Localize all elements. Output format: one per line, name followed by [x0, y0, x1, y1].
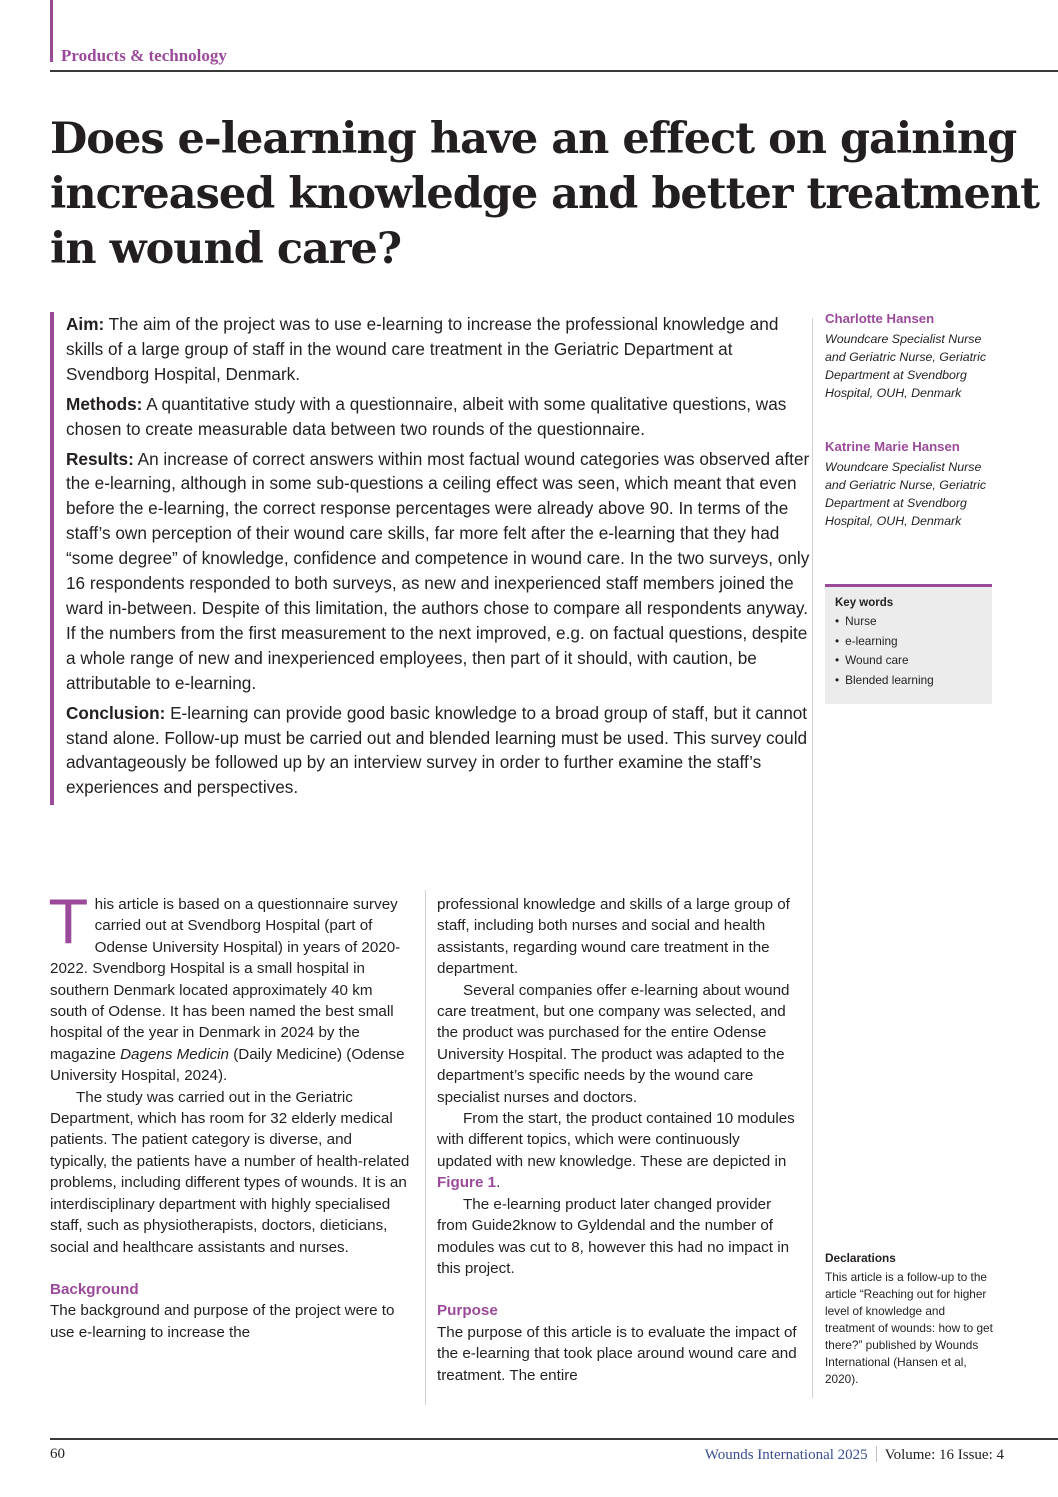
body-paragraph: The e-learning product later changed provider from Guide2know to Gyldendal and the number of modules was cut to 8, however this had no impact in this project. — [437, 1195, 790, 1277]
article-title: Does e-learning have an effect on gaining increased knowledge and better treatment in wound care? — [50, 114, 1040, 274]
footer-divider — [50, 1438, 1058, 1440]
author-1 — [825, 311, 1005, 402]
author-affiliation: Woundcare Specialist Nurse and Geriatric Nurse, Geriatric Department at Svendborg Hospital, OUH, Denmark — [825, 332, 987, 400]
column-divider — [425, 890, 426, 1405]
author-name: Charlotte Hansen — [825, 311, 935, 326]
author-2 — [825, 439, 1005, 530]
keywords-list — [835, 612, 992, 690]
body-text: From the start, the product contained 10 modules with different topics, which were continuously updated with new knowledge. These are depicted in — [437, 1110, 795, 1170]
sidebar-divider — [812, 318, 813, 1398]
abstract-aim — [66, 312, 814, 387]
body-column-middle — [437, 894, 797, 1386]
journal-issue: Volume: 16 Issue: 4 — [884, 1447, 1004, 1463]
results-text: An increase of correct answers within most factual wound categories was observed after the e-learning, although in some sub-questions a ceiling effect was seen, which meant that even before the e-learning, the correct response percentages were already above 90. In terms of the staff’s own perception of their wound care skills, far more felt after the e-learning that they had “some degree” of knowledge, confidence and competence in wound care. In the two surveys, only 16 respondents responded to both surveys, as new and inexperienced staff members joined the ward in-between. Despite of this limitation, the authors chose to compare all respondents anyway. If the numbers from the first measurement to the next improved, e.g. on factual questions, despite a whole range of new and inexperienced employees, then part of it should, with caution, be attributable to e-learning. — [66, 448, 810, 693]
body-column-left — [50, 888, 412, 1343]
footer-citation — [705, 1446, 1004, 1464]
footer-separator — [876, 1446, 877, 1462]
aim-text: The aim of the project was to use e-learning to increase the professional knowledge and skills of a large group of staff in the wound care treatment in the Geriatric Department at Svendborg Hospital, Denmark. — [66, 314, 779, 384]
intro-paragraph — [50, 888, 412, 1087]
keyword-item: • Wound care — [835, 651, 992, 671]
conclusion-label: Conclusion: — [66, 702, 166, 723]
conclusion-text: E-learning can provide good basic knowledge to a broad group of staff, but it cannot stand alone. Follow-up must be carried out and blended learning must be used. This survey could advantageously be followed up by an interview survey in order to further examine the staff’s experiences and perspectives. — [66, 702, 808, 798]
body-paragraph: Several companies offer e-learning about wound care treatment, but one company was selected, and the product was purchased for the entire Odense University Hospital. The product was adapted to the department’s specific needs by the wound care specialist nurses and doctors. — [437, 981, 790, 1106]
results-label: Results: — [66, 448, 134, 469]
abstract-results — [66, 447, 814, 696]
keywords-title: Key words — [835, 597, 894, 609]
magazine-name: Dagens Medicin — [120, 1045, 229, 1063]
abstract-conclusion — [66, 701, 814, 801]
declarations-text: This article is a follow-up to the article “Reaching out for higher level of knowledge and treatment of wounds: how to get there?” published by Wounds International (Hansen et al, 2020). — [825, 1270, 993, 1386]
body-paragraph: The purpose of this article is to evaluate the impact of the e-learning that took place around wound care and treatment. The entire — [437, 1323, 797, 1384]
drop-cap: T — [50, 888, 87, 958]
body-paragraph: professional knowledge and skills of a large group of staff, including both nurses and social and health assistants, regarding wound care treatment in the department. — [437, 896, 790, 978]
section-label: Products & technology — [61, 46, 227, 65]
section-accent-bar — [50, 0, 53, 62]
methods-label: Methods: — [66, 393, 143, 414]
declarations — [825, 1250, 995, 1388]
heading-purpose: Purpose — [437, 1302, 498, 1320]
abstract-methods — [66, 392, 814, 442]
keywords-box — [825, 584, 992, 704]
author-name: Katrine Marie Hansen — [825, 439, 960, 454]
body-paragraph — [437, 1108, 797, 1194]
body-paragraph: The study was carried out in the Geriatric Department, which has room for 32 elderly medical patients. The patient category is diverse, and typically, the patients have a number of health-related problems, including different types of wounds. It is an interdisciplinary department with highly specialised staff, such as physiotherapists, doctors, dieticians, social and healthcare assistants and nurses. — [50, 1088, 410, 1256]
heading-background: Background — [50, 1280, 139, 1298]
abstract — [50, 312, 814, 805]
aim-label: Aim: — [66, 314, 105, 334]
page-number: 60 — [50, 1446, 65, 1462]
methods-text: A quantitative study with a questionnaire, albeit with some qualitative questions, was chosen to create measurable data between two rounds of the questionnaire. — [66, 393, 787, 439]
body-text: . — [496, 1174, 501, 1192]
keyword-item: • Nurse — [835, 612, 992, 632]
header-divider — [50, 70, 1058, 72]
journal-name: Wounds International 2025 — [704, 1447, 868, 1463]
keyword-item: • e-learning — [835, 632, 992, 652]
keyword-item: • Blended learning — [835, 671, 992, 691]
author-affiliation: Woundcare Specialist Nurse and Geriatric Nurse, Geriatric Department at Svendborg Hospital, OUH, Denmark — [825, 460, 987, 528]
body-paragraph: The background and purpose of the project were to use e-learning to increase the — [50, 1302, 395, 1341]
figure-1-link[interactable]: Figure 1 — [437, 1174, 497, 1192]
intro-text: his article is based on a questionnaire survey carried out at Svendborg Hospital (part of Odense University Hospital) in years of 2020-2022. Svendborg Hospital is a small hospital in southern Denmark located approximately 40 km south of Odense. It has been named the best small hospital of the year in Denmark in 2024 by the magazine — [50, 896, 401, 1063]
intro-text-end: (Daily Medicine) (Odense University Hospital, 2024). — [50, 1045, 405, 1085]
declarations-title: Declarations — [825, 1251, 896, 1265]
